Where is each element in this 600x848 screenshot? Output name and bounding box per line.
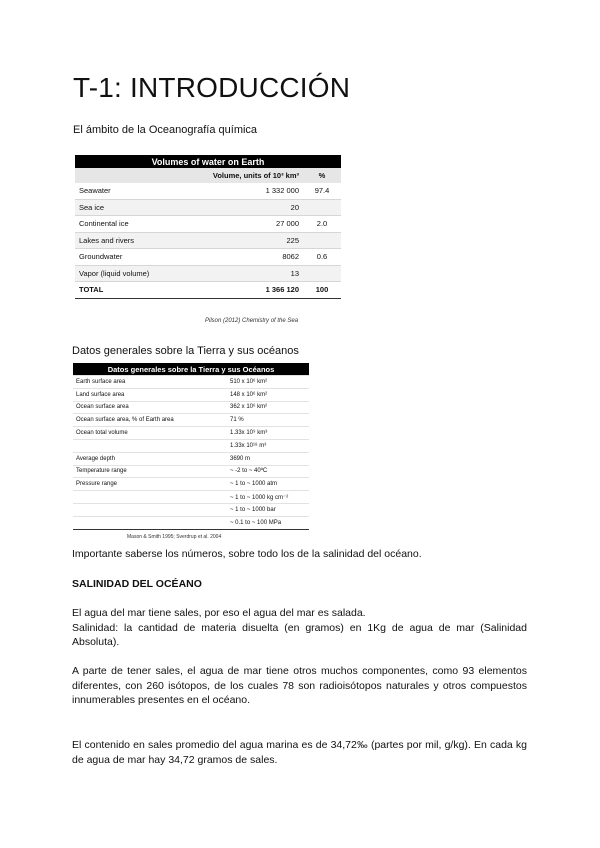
table-row: Lakes and rivers 225 [75,232,341,249]
salinity-line-2: Salinidad: la cantidad de materia disuelta (en gramos) en 1Kg de agua de mar (Salinidad Absoluta). [72,621,527,648]
table-row: Ocean surface area, % of Earth area 71 % [73,414,309,427]
table-row: Vapor (liquid volume) 13 [75,265,341,282]
water-volume-table [75,155,341,299]
table-row: ~ 1 to ~ 1000 bar [73,503,309,516]
table-row: Pressure range ~ 1 to ~ 1000 atm [73,478,309,491]
col-percent-header: % [303,168,341,183]
note-paragraph: Importante saberse los números, sobre todo los de la salinidad del océano. [72,548,422,560]
water-table-reference: Pilson (2012) Chemistry of the Sea [205,318,299,324]
table-row: Ocean surface area 362 x 10⁶ km² [73,401,309,414]
table-row: Ocean total volume 1.33x 10⁹ km³ [73,427,309,440]
salinity-line-1: El agua del mar tiene sales, por eso el agua del mar es salada. [72,607,366,619]
table-row: Temperature range ~ -2 to ~ 40ºC [73,465,309,478]
section1-subtitle: El ámbito de la Oceanografía química [73,124,258,136]
water-table-caption: Volumes of water on Earth [75,155,341,168]
table-row: Average depth 3690 m [73,452,309,465]
col-volume-header: Volume, units of 10³ km³ [175,168,303,183]
table-row: ~ 0.1 to ~ 100 MPa [73,516,309,529]
table-row: Groundwater 8062 0.6 [75,249,341,266]
salinity-paragraph-1 [72,606,527,650]
salinity-paragraph-3: El contenido en sales promedio del agua marina es de 34,72‰ (partes por mil, g/kg). En cada kg de agua de mar hay 34,72 gramos de sales. [72,739,527,766]
salinity-heading: SALINIDAD DEL OCÉANO [72,578,202,590]
total-row: TOTAL 1 366 120 100 [75,282,341,299]
earth-table-caption: Datos generales sobre la Tierra y sus Océanos [73,363,309,376]
table-row: 1.33x 10¹⁸ m³ [73,439,309,452]
earth-table-reference: Mason & Smith 1995; Sverdrup et al. 2004 [127,534,222,540]
section2-subtitle: Datos generales sobre la Tierra y sus océanos [72,345,299,357]
table-row: Seawater 1 332 000 97.4 [75,183,341,199]
salinity-paragraph-2: A parte de tener sales, el agua de mar tiene otros muchos componentes, como 93 elementos diferentes, con 260 isótopos, de los cuales 78 son radioisótopos naturales y otros compuestos innumerables presentes en el océano. [72,665,527,706]
table-row: Land surface area 148 x 10⁶ km² [73,388,309,401]
table-row: Sea ice 20 [75,199,341,216]
table-row: Continental ice 27 000 2.0 [75,216,341,233]
page-title: T-1: INTRODUCCIÓN [73,72,351,103]
table-row: ~ 1 to ~ 1000 kg cm⁻² [73,491,309,504]
earth-data-table [73,363,309,530]
table-row: Earth surface area 510 x 10⁶ km² [73,376,309,389]
